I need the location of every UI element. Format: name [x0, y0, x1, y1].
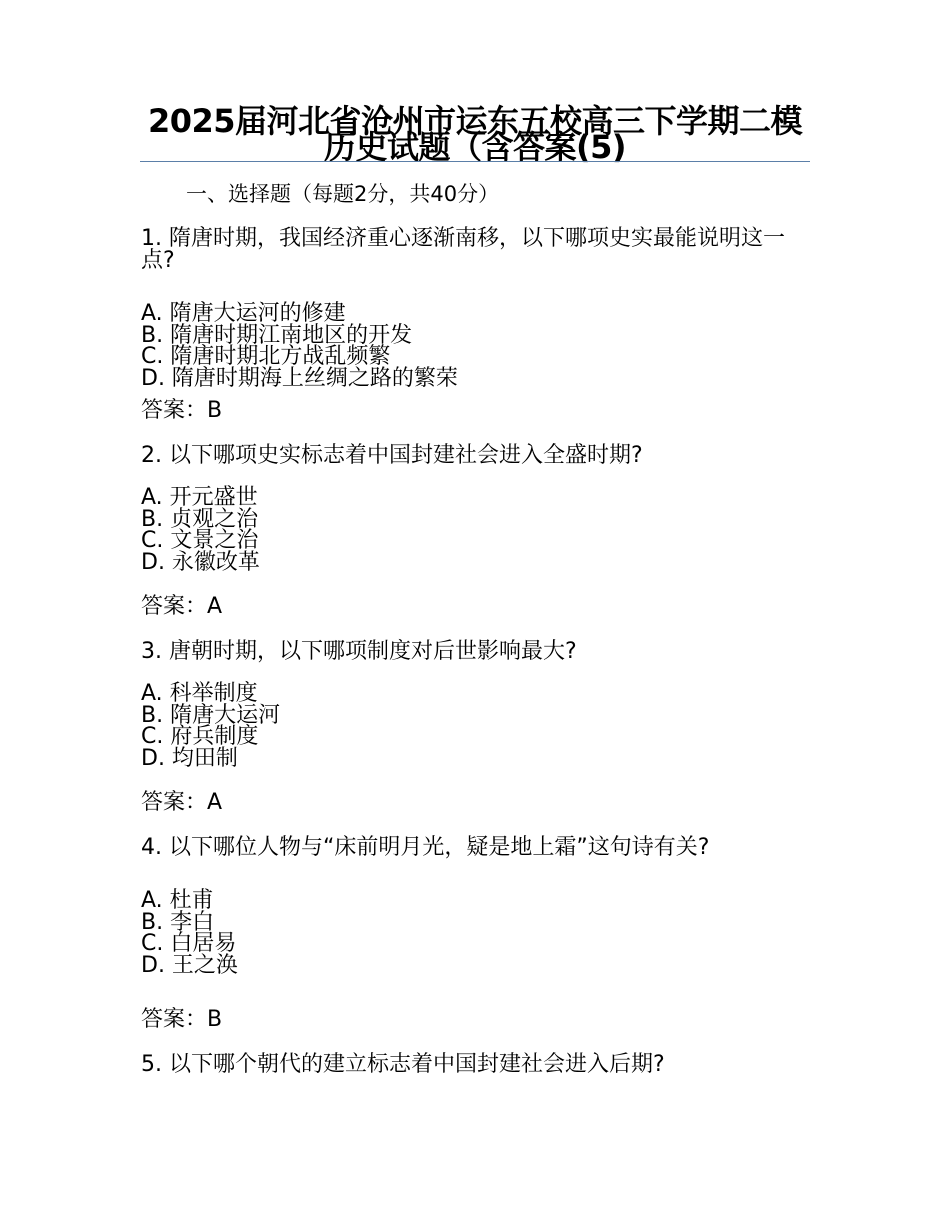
- option-b: B. 隋唐大运河: [141, 702, 281, 728]
- question-5: [141, 1054, 801, 1076]
- answer-value: B: [207, 1007, 223, 1032]
- answer-1: [141, 400, 801, 422]
- question-4: [141, 837, 801, 976]
- option-list: [141, 303, 801, 389]
- question-stem: 1. 隋唐时期，我国经济重心逐渐南移，以下哪项史实最能说明这一点?: [141, 226, 785, 273]
- answer-line: [141, 1009, 801, 1031]
- option-list: [141, 487, 801, 573]
- answer-label: 答案：: [141, 594, 208, 619]
- option-list: [141, 683, 801, 769]
- answer-4: [141, 1009, 801, 1031]
- option-d: D. 永徽改革: [141, 549, 260, 575]
- answer-value: A: [207, 790, 223, 815]
- answer-line: [141, 596, 801, 618]
- option-c: C. 府兵制度: [141, 724, 259, 749]
- answer-3: [141, 792, 801, 814]
- option-d: D. 王之涣: [141, 952, 238, 978]
- option-c: C. 隋唐时期北方战乱频繁: [141, 344, 391, 369]
- answer-value: A: [207, 594, 223, 619]
- option-a: A. 开元盛世: [141, 485, 258, 510]
- option-a: A. 杜甫: [141, 888, 214, 913]
- question-2: [141, 445, 801, 573]
- option-b: B. 贞观之治: [141, 506, 259, 532]
- option-a: A. 科举制度: [141, 681, 258, 706]
- document-title: 2025届河北省沧州市运东五校高三下学期二模历史试题（含答案(5): [147, 102, 803, 166]
- question-1: [141, 228, 801, 389]
- answer-label: 答案：: [141, 790, 208, 815]
- option-b: B. 李白: [141, 909, 215, 935]
- question-stem: 4. 以下哪位人物与“床前明月光，疑是地上霜”这句诗有关?: [141, 835, 710, 860]
- title-underline: [140, 161, 810, 162]
- answer-value: B: [207, 398, 223, 423]
- option-b: B. 隋唐时期江南地区的开发: [141, 322, 413, 348]
- option-c: C. 白居易: [141, 931, 237, 956]
- question-stem: 3. 唐朝时期，以下哪项制度对后世影响最大?: [141, 639, 577, 664]
- answer-label: 答案：: [141, 398, 208, 423]
- answer-label: 答案：: [141, 1007, 208, 1032]
- answer-line: [141, 792, 801, 814]
- section-heading: 一、选择题（每题2分，共40分）: [186, 182, 500, 206]
- question-stem: 5. 以下哪个朝代的建立标志着中国封建社会进入后期?: [141, 1052, 665, 1077]
- question-3: [141, 641, 801, 769]
- option-a: A. 隋唐大运河的修建: [141, 301, 346, 326]
- option-d: D. 隋唐时期海上丝绸之路的繁荣: [141, 365, 458, 391]
- answer-line: [141, 400, 801, 422]
- option-list: [141, 890, 801, 976]
- option-c: C. 文景之治: [141, 528, 259, 553]
- answer-2: [141, 596, 801, 618]
- option-d: D. 均田制: [141, 745, 238, 771]
- question-stem: 2. 以下哪项史实标志着中国封建社会进入全盛时期?: [141, 443, 643, 468]
